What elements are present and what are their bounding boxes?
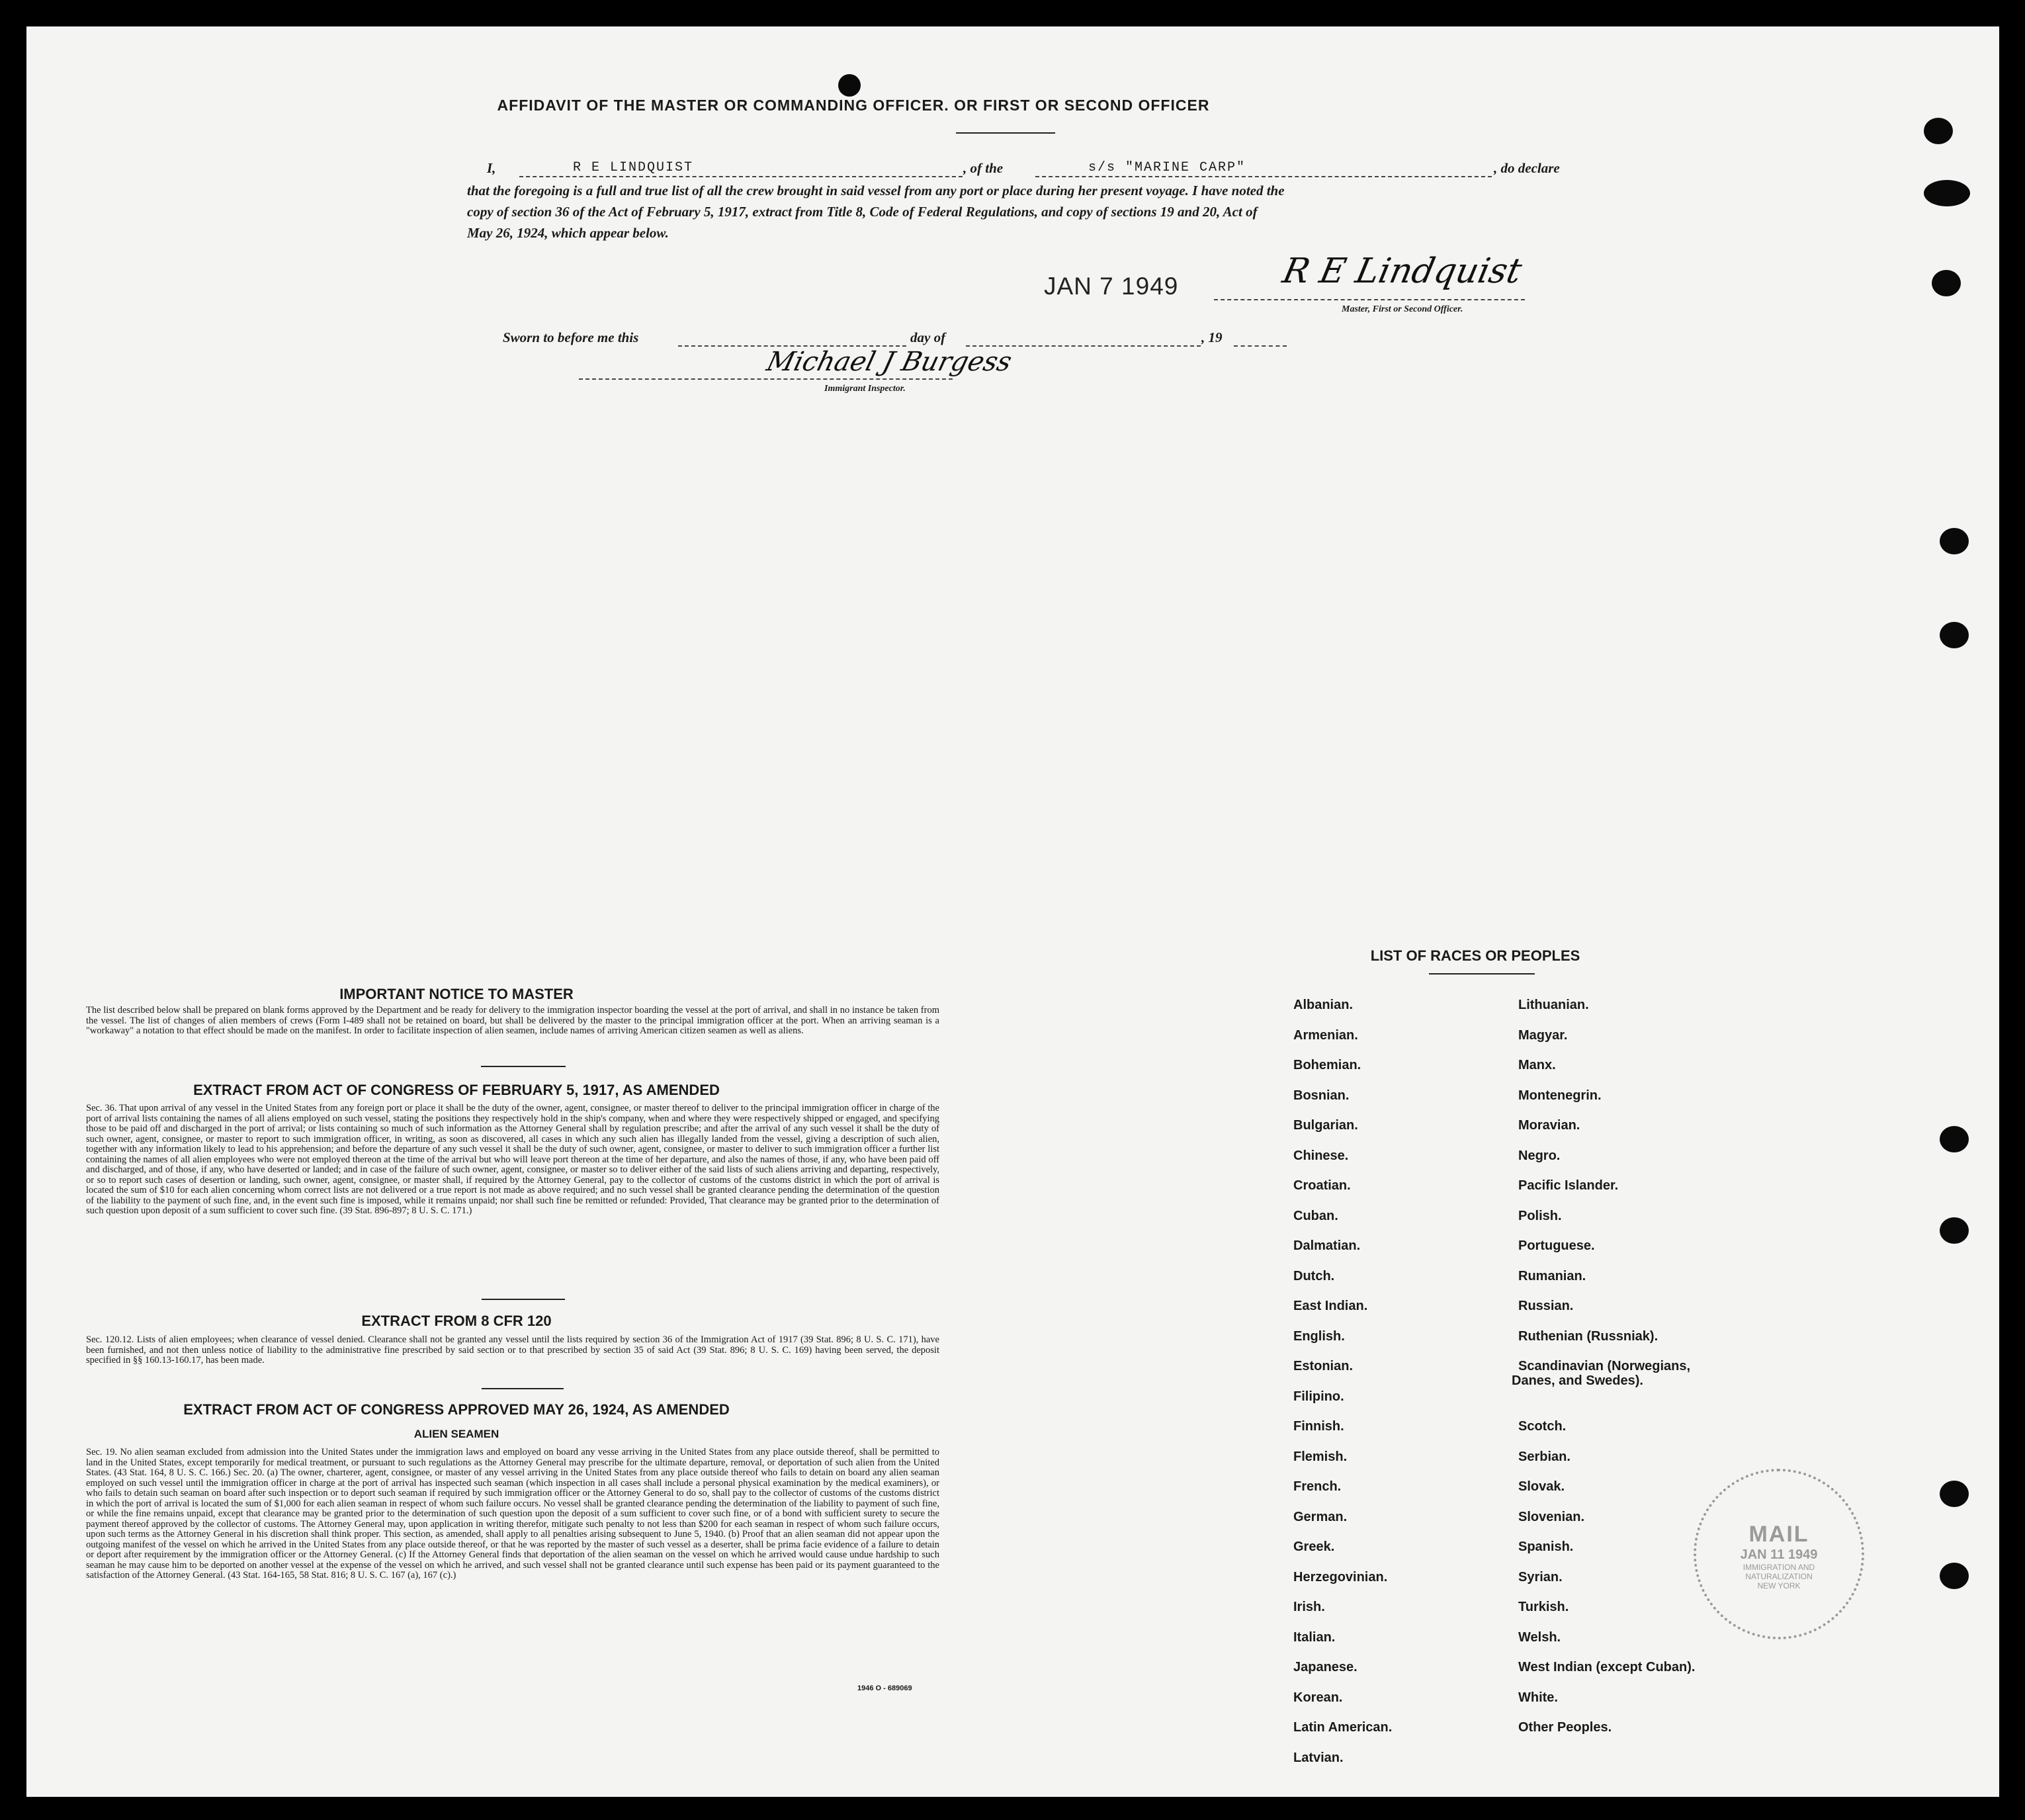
- race-item: Manx.: [1518, 1058, 1556, 1072]
- race-item: Latvian.: [1293, 1750, 1344, 1765]
- stamp-line1: IMMIGRATION AND: [1743, 1563, 1815, 1572]
- master-signature: R E Lindquist: [1279, 251, 1526, 291]
- race-item: Chinese.: [1293, 1148, 1349, 1163]
- declaration-line3: copy of section 36 of the Act of February 5, 1917, extract from Title 8, Code of Federal Regulations, and copy of sections 19 and 20, Act of: [467, 204, 1258, 220]
- extract-1917-body: Sec. 36. That upon arrival of any vessel in the United States from any foreign port or place it shall be the duty of the owner, agent, consignee, or master thereof to deliver to the principal immigration officer in charge of the port of arrival lists containing the names of all aliens employed on such vessel, stating the positions they respectively hold in the ship's company, when and where they were respectively shipped or engaged, and specifying those to be paid off and discharged in the port of arrival; or lists containing so much of such information as the Attorney General shall by regulation prescribe; and after the arrival of any such vessel it shall be the duty of such owner, agent, consignee, or master to report to such immigration officer, in writing, as soon as discovered, all cases in which any such alien has illegally landed from the vessel, giving a description of such alien, together with any information likely to lead to his apprehension; and before the departure of any such vessel it shall be the duty of such owner, agent, consignee, or master to deliver to such immigration officer a further list containing the names of all alien employees who were not employed thereon at the time of the arrival but who will leave port thereon at the time of her departure, and also the names of those, if any, who have been paid off and discharged, and of those, if any, who have deserted or landed; and in case of the failure of such owner, agent, consignee, or master so to deliver either of the said lists of such aliens arriving and departing, respectively, or so to report such cases of desertion or landing, such owner, agent, consignee, or master shall, if required by the Attorney General, pay to the collector of customs of the customs district in which the port of arrival is located the sum of $10 for each alien concerning whom correct lists are not delivered or a true report is not made as above required; and no such vessel shall be granted clearance pending the determination of the question of the liability to the payment of such fine, and, in the event such fine is imposed, while it remains unpaid; nor shall such fine be remitted or refunded: Provided, That clearance may be granted prior to the determination of such question upon deposit of a sum sufficient to cover such fine. (39 Stat. 896-897; 8 U. S. C. 171.): [86, 1103, 939, 1216]
- name-field-line: [519, 176, 963, 177]
- stamp-word: MAIL: [1748, 1522, 1809, 1547]
- inspector-caption: Immigrant Inspector.: [824, 384, 906, 394]
- mail-received-stamp: [1694, 1469, 1864, 1639]
- extract-cfr-title: EXTRACT FROM 8 CFR 120: [361, 1313, 552, 1329]
- declaration-line2: that the foregoing is a full and true list of all the crew brought in said vessel from any port or place during her present voyage. I have noted the: [467, 183, 1285, 198]
- race-item: Russian.: [1518, 1299, 1574, 1313]
- divider: [481, 1066, 566, 1067]
- title-underline: [956, 132, 1055, 134]
- race-item: Flemish.: [1293, 1449, 1348, 1464]
- race-item: Scandinavian (Norwegians,: [1518, 1359, 1691, 1373]
- race-item: Turkish.: [1518, 1600, 1569, 1614]
- race-item: Dutch.: [1293, 1268, 1335, 1283]
- punch-hole: [1924, 118, 1953, 144]
- punch-hole: [838, 74, 861, 97]
- race-item: Other Peoples.: [1518, 1720, 1612, 1735]
- race-item: Italian.: [1293, 1629, 1336, 1645]
- race-item: Bohemian.: [1293, 1058, 1361, 1072]
- notice-body: The list described below shall be prepared on blank forms approved by the Department and be ready for delivery to the immigration inspector boarding the vessel at the port of arrival, and shall in no instance be taken from the vessel. The list of changes of alien members of crews (Form I-489 shall not be retained on board, but shall be delivered by the master to the principal immigration officer at the port. When an arriving seaman is a "workaway" a notation to that effect should be made on the manifest. In order to facilitate inspection of alien seamen, include names of arriving American citizen seamen as well as aliens.: [86, 1005, 939, 1036]
- race-item: Latin American.: [1293, 1720, 1393, 1735]
- punch-hole: [1940, 622, 1969, 648]
- notice-title: IMPORTANT NOTICE TO MASTER: [339, 986, 574, 1002]
- race-item: Korean.: [1293, 1690, 1343, 1705]
- race-item: Welsh.: [1518, 1629, 1561, 1645]
- race-item: Montenegrin.: [1518, 1088, 1602, 1103]
- line1-suffix: , do declare: [1494, 160, 1560, 176]
- race-item: Slovak.: [1518, 1479, 1565, 1494]
- stamp-line2: NATURALIZATION: [1745, 1572, 1813, 1581]
- race-item: Lithuanian.: [1518, 998, 1589, 1012]
- race-item: Japanese.: [1293, 1660, 1357, 1674]
- race-item: Finnish.: [1293, 1419, 1344, 1434]
- race-item: Danes, and Swedes).: [1512, 1373, 1643, 1388]
- sworn-year-label: , 19: [1201, 329, 1223, 345]
- race-item: Bosnian.: [1293, 1088, 1350, 1103]
- race-item: Filipino.: [1293, 1389, 1344, 1404]
- stamp-date: JAN 11 1949: [1740, 1547, 1818, 1562]
- line1-prefix: I,: [487, 160, 496, 176]
- race-item: Portuguese.: [1518, 1238, 1595, 1253]
- race-item: Spanish.: [1518, 1539, 1574, 1554]
- extract-1924-title: EXTRACT FROM ACT OF CONGRESS APPROVED MAY 26, 1924, AS AMENDED: [183, 1401, 730, 1418]
- sworn-year-line: [1234, 345, 1287, 347]
- race-item: Scotch.: [1518, 1419, 1567, 1434]
- punch-hole: [1940, 1217, 1969, 1244]
- stamp-line3: NEW YORK: [1757, 1581, 1801, 1590]
- sworn-day-label: day of: [910, 329, 946, 345]
- race-item: White.: [1518, 1690, 1558, 1705]
- extract-1924-subtitle: ALIEN SEAMEN: [413, 1428, 499, 1440]
- race-item: Cuban.: [1293, 1208, 1338, 1223]
- inspector-signature: Michael J Burgess: [763, 347, 1015, 377]
- race-item: Magyar.: [1518, 1027, 1568, 1043]
- divider: [482, 1299, 565, 1300]
- races-title: LIST OF RACES OR PEOPLES: [1370, 947, 1580, 964]
- race-item: Armenian.: [1293, 1027, 1358, 1043]
- vessel-name: s/s "MARINE CARP": [1088, 160, 1246, 175]
- affidavit-title: AFFIDAVIT OF THE MASTER OR COMMANDING OFFICER. OR FIRST OR SECOND OFFICER: [497, 97, 1210, 114]
- punch-hole: [1924, 180, 1970, 206]
- punch-hole: [1940, 1563, 1969, 1589]
- race-item: German.: [1293, 1509, 1348, 1524]
- race-item: Greek.: [1293, 1539, 1335, 1554]
- race-item: Negro.: [1518, 1148, 1561, 1163]
- punch-hole: [1932, 270, 1961, 296]
- race-item: Irish.: [1293, 1600, 1325, 1614]
- race-item: Syrian.: [1518, 1569, 1563, 1584]
- extract-1924-body: Sec. 19. No alien seaman excluded from admission into the United States under the immigration laws and employed on board any vesse arriving in the United States from any place outside thereof, shall be permitted to land in the United States, except temporarily for medical treatment, or pursuant to such regulations as the Attorney General may prescribe for the ultimate departure, removal, or deportation of such alien from the United States. (43 Stat. 164, 8 U. S. C. 166.) Sec. 20. (a) The owner, charterer, agent, consignee, or master of any vessel arriving in the United States from any place outside thereof who fails to detain on board any alien seaman employed on such vessel until the immigration officer in charge at the port of arrival has inspected such seaman (which inspection in all cases shall include a personal physical examination by the medical examiners), or who fails to detain such seaman on board after such inspection or to deport such seaman if required by such immigration officer or the Attorney General to do so, shall pay to the collector of customs of the customs district in which the port of arrival is located the sum of $1,000 for each alien seaman in respect of whom such failure occurs. No vessel shall be granted clearance pending the determination of the liability to payment of such fine, or while the fine remains unpaid, except that clearance may be granted prior to the determination of such question upon the deposit of a sum sufficient to cover such fine, or of a bond with sufficient surety to secure the payment thereof approved by the collector of customs. The Attorney General may, upon application in writing therefor, mitigate such penalty to not less than $200 for each seaman in respect of whom such failure occurs, upon such terms as the Attorney General in his discretion shall think proper. This section, as amended, shall apply to all penalties arising subsequent to June 5, 1940. (b) Proof that an alien seaman did not appear upon the outgoing manifest of the vessel on which he arrived in the United States from any place outside thereof, or that he was reported by the master of such vessel as a deserter, shall be prima facie evidence of a failure to detain or deport after requirement by the immigration officer or the Attorney General. (c) If the Attorney General finds that deportation of the alien seaman on the vessel on which he arrived would cause undue hardship to such seaman he may cause him to be deported on another vessel at the expense of the vessel on which he arrived, and such vessel shall not be granted clearance until such expense has been paid or its payment guaranteed to the satisfaction of the Attorney General. (43 Stat. 164-165, 58 Stat. 816; 8 U. S. C. 167 (a), 167 (c).): [86, 1447, 939, 1581]
- line1-mid: , of the: [963, 160, 1004, 176]
- inspector-signature-line: [579, 378, 953, 380]
- race-item: Bulgarian.: [1293, 1118, 1358, 1133]
- race-item: Dalmatian.: [1293, 1238, 1361, 1253]
- signature-caption: Master, First or Second Officer.: [1342, 304, 1463, 314]
- race-item: Ruthenian (Russniak).: [1518, 1328, 1659, 1344]
- race-item: Herzegovinian.: [1293, 1569, 1388, 1584]
- race-item: French.: [1293, 1479, 1342, 1494]
- race-item: Rumanian.: [1518, 1268, 1586, 1283]
- master-name: R E LINDQUIST: [573, 160, 694, 175]
- extract-cfr-body: Sec. 120.12. Lists of alien employees; when clearance of vessel denied. Clearance shall not be granted any vessel until the lists required by section 36 of the Immigration Act of 1917 (39 Stat. 896; 8 U. S. C. 171), have been furnished, and not then unless notice of liability to the administrative fine prescribed by said section or to that prescribed by section 35 of said Act (39 Stat. 896; 8 U. S. C. 169) having been served, the deposit specified in §§ 160.13-160.17, has been made.: [86, 1334, 939, 1365]
- race-item: Croatian.: [1293, 1178, 1351, 1193]
- race-item: Moravian.: [1518, 1118, 1580, 1133]
- print-code: 1946 O - 689069: [857, 1684, 912, 1692]
- race-item: Pacific Islander.: [1518, 1178, 1619, 1193]
- extract-1917-title: EXTRACT FROM ACT OF CONGRESS OF FEBRUARY 5, 1917, AS AMENDED: [193, 1082, 720, 1098]
- punch-hole: [1940, 1126, 1969, 1152]
- document-page: [26, 26, 1999, 1797]
- declaration-line4: May 26, 1924, which appear below.: [467, 225, 669, 241]
- date-stamp: JAN 7 1949: [1044, 273, 1179, 300]
- race-item: West Indian (except Cuban).: [1518, 1660, 1696, 1674]
- race-item: Albanian.: [1293, 998, 1354, 1012]
- race-item: English.: [1293, 1328, 1345, 1344]
- divider: [482, 1388, 564, 1389]
- sworn-prefix: Sworn to before me this: [503, 329, 639, 345]
- signature-line: [1214, 299, 1525, 300]
- vessel-field-line: [1035, 176, 1492, 177]
- race-item: Polish.: [1518, 1208, 1562, 1223]
- race-item: Serbian.: [1518, 1449, 1571, 1464]
- race-item: Estonian.: [1293, 1359, 1354, 1373]
- race-item: Slovenian.: [1518, 1509, 1585, 1524]
- punch-hole: [1940, 528, 1969, 554]
- races-title-underline: [1429, 973, 1535, 975]
- punch-hole: [1940, 1481, 1969, 1507]
- race-item: East Indian.: [1293, 1299, 1368, 1313]
